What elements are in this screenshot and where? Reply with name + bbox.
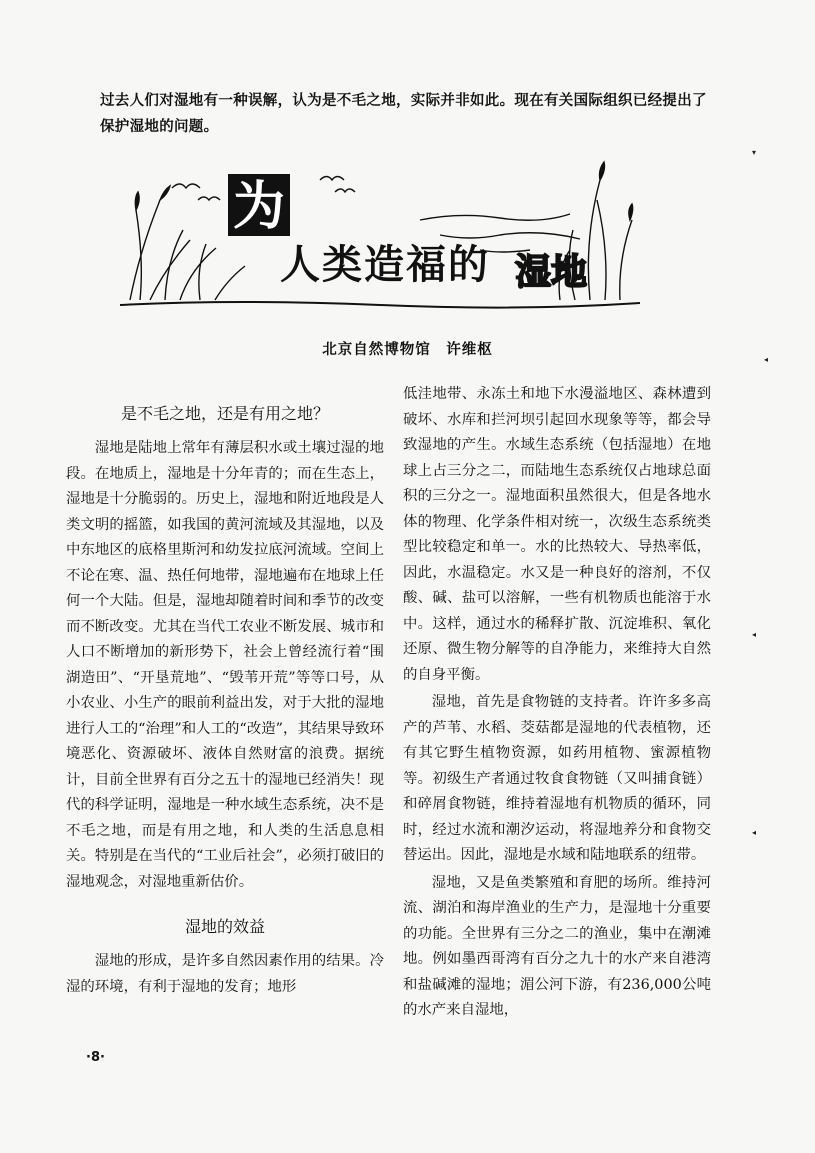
- margin-mark: ◂: [752, 828, 757, 837]
- section-heading-2: 湿地的效益: [184, 917, 265, 936]
- margin-mark: ◂: [752, 630, 757, 639]
- title-rest: 人类造福的: [280, 242, 490, 288]
- paragraph: 湿地，又是鱼类繁殖和育肥的场所。维持河流、湖泊和海岸渔业的生产力，是湿地十分重要的功能。全世界有三分之二的渔业，集中在潮滩地。例如墨西哥湾有百分之九十的水产来自港湾和盐碱滩的湿地；湄公河下游，有236,000公吨的水产来自湿地，: [403, 874, 711, 1018]
- title-last: 湿地: [515, 252, 588, 293]
- bird-icon: [320, 177, 344, 181]
- intro-text: 过去人们对湿地有一种误解，认为是不毛之地，实际并非如此。现在有关国际组织已经提出了保护湿地的问题。: [100, 93, 707, 135]
- bird-icon: [335, 189, 355, 192]
- margin-mark: ▾: [752, 148, 757, 157]
- page-number: ·8·: [86, 1050, 105, 1065]
- title-char1: 为: [232, 177, 286, 237]
- paragraph: 湿地是陆地上常年有薄层积水或土壤过湿的地段。在地质上，湿地是十分年青的；而在生态上，湿地是十分脆弱的。历史上，湿地和附近地段是人类文明的摇篮，如我国的黄河流域及其湿地，以及中东地区的底格里斯河和幼发拉底河流域。空间上不论在寒、温、热任何地带，湿地遍布在地球上任何一个大陆。但是，湿地却随着时间和季节的改变而不断改变。尤其在当代工农业不断发展、城市和人口不断增加的新形势下，社会上曾经流行着“围湖造田”、“开垦荒地”、“毁苇开荒”等等口号，从小农业、小生产的眼前利益出发，对于大批的湿地进行人工的“治理”和人工的“改造”，其结果导致环境恶化、资源破坏、液体自然财富的浪费。据统计，目前全世界有百分之五十的湿地已经消失！现代的科学证明，湿地是一种水域生态系统，决不是不毛之地，而是有用之地，和人类的生活息息相关。特别是在当代的“工业后社会”，必须打破旧的湿地观念，对湿地重新估价。: [66, 440, 384, 890]
- paragraph: 湿地的形成，是许多自然因素作用的结果。冷湿的环境，有利于湿地的发育；地形: [66, 953, 384, 995]
- section-heading-1: 是不毛之地，还是有用之地？: [120, 404, 329, 423]
- left-column: [66, 400, 384, 1000]
- paragraph: 湿地，首先是食物链的支持者。许许多多高产的芦苇、水稻、茭菇都是湿地的代表植物，还有其它野生植物资源，如药用植物、蜜源植物等。初级生产者通过牧食食物链（又叫捕食链）和碎屑食物链，维持着湿地有机物质的循环，同时，经过水流和潮汐运动，将湿地养分和食物交替运出。因此，湿地是水域和陆地联系的纽带。: [403, 694, 711, 863]
- right-column: [403, 382, 711, 1024]
- margin-mark: ◂: [764, 355, 769, 364]
- byline: 北京自然博物馆 许维枢: [322, 342, 493, 358]
- title-banner: [120, 160, 640, 310]
- bird-icon: [198, 197, 220, 200]
- bird-icon: [172, 184, 200, 188]
- paragraph: 低洼地带、永冻土和地下水漫溢地区、森林遭到破坏、水库和拦河坝引起回水现象等等，都会导致湿地的产生。水域生态系统（包括湿地）在地球上占三分之二，而陆地生态系统仅占地球总面积的三分之一。湿地面积虽然很大，但是各地水体的物理、化学条件相对统一，次级生态系统类型比较稳定和单一。水的比热较大、导热率低，因此，水温稳定。水又是一种良好的溶剂，不仅酸、碱、盐可以溶解，一些有机物质也能溶于水中。这样，通过水的稀释扩散、沉淀堆积、氧化还原、微生物分解等的自净能力，来维持大自然的自身平衡。: [403, 386, 711, 683]
